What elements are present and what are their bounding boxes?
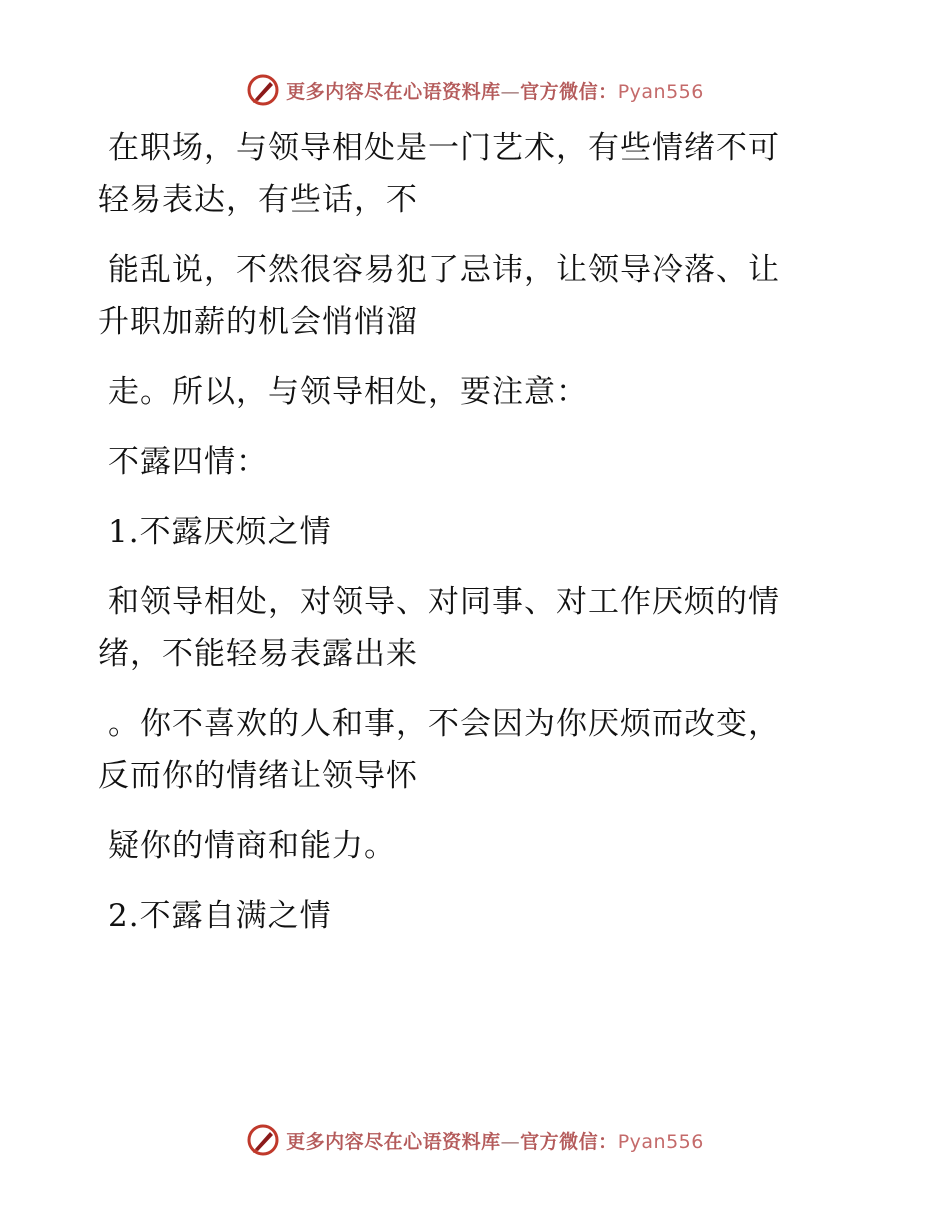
- footer-banner: [0, 1120, 950, 1160]
- pen-logo-icon: [246, 1123, 280, 1157]
- paragraph-line: 走。所以，与领导相处，要注意：: [108, 374, 588, 410]
- header-contact-label: 官方微信：: [520, 80, 618, 103]
- subheading-2: [98, 890, 838, 942]
- paragraph-line: 升职加薪的机会悄悄溜: [98, 304, 418, 340]
- paragraph-5: [98, 698, 838, 802]
- paragraph-line: 和领导相处，对领导、对同事、对工作厌烦的情: [108, 584, 780, 620]
- footer-wechat-id: Pyan556: [617, 1130, 704, 1153]
- document-body: [98, 122, 838, 960]
- header-brand-text: 更多内容尽在心语资料库: [286, 80, 501, 103]
- paragraph-line: 在职场，与领导相处是一门艺术，有些情绪不可: [108, 130, 780, 166]
- paragraph-line: 1.不露厌烦之情: [108, 514, 332, 550]
- header-banner: [0, 70, 950, 110]
- header-banner-text: [286, 77, 704, 104]
- paragraph-line: 能乱说，不然很容易犯了忌讳，让领导冷落、让: [108, 252, 780, 288]
- footer-banner-text: [286, 1127, 704, 1154]
- paragraph-line: 。你不喜欢的人和事，不会因为你厌烦而改变，: [108, 706, 780, 742]
- footer-contact-label: 官方微信：: [520, 1130, 618, 1153]
- paragraph-line: 不露四情：: [108, 444, 268, 480]
- paragraph-3: [98, 366, 838, 418]
- paragraph-line: 疑你的情商和能力。: [108, 828, 396, 864]
- pen-logo-icon: [246, 73, 280, 107]
- paragraph-2: [98, 244, 838, 348]
- paragraph-line: 绪，不能轻易表露出来: [98, 636, 418, 672]
- section-heading: [98, 436, 838, 488]
- header-wechat-id: Pyan556: [617, 80, 704, 103]
- paragraph-line: 2.不露自满之情: [108, 898, 332, 934]
- subheading-1: [98, 506, 838, 558]
- paragraph-line: 反而你的情绪让领导怀: [98, 758, 418, 794]
- footer-separator: —: [500, 1130, 521, 1153]
- paragraph-line: 轻易表达，有些话，不: [98, 182, 418, 218]
- paragraph-1: [98, 122, 838, 226]
- paragraph-4: [98, 576, 838, 680]
- paragraph-6: [98, 820, 838, 872]
- header-separator: —: [500, 80, 521, 103]
- footer-brand-text: 更多内容尽在心语资料库: [286, 1130, 501, 1153]
